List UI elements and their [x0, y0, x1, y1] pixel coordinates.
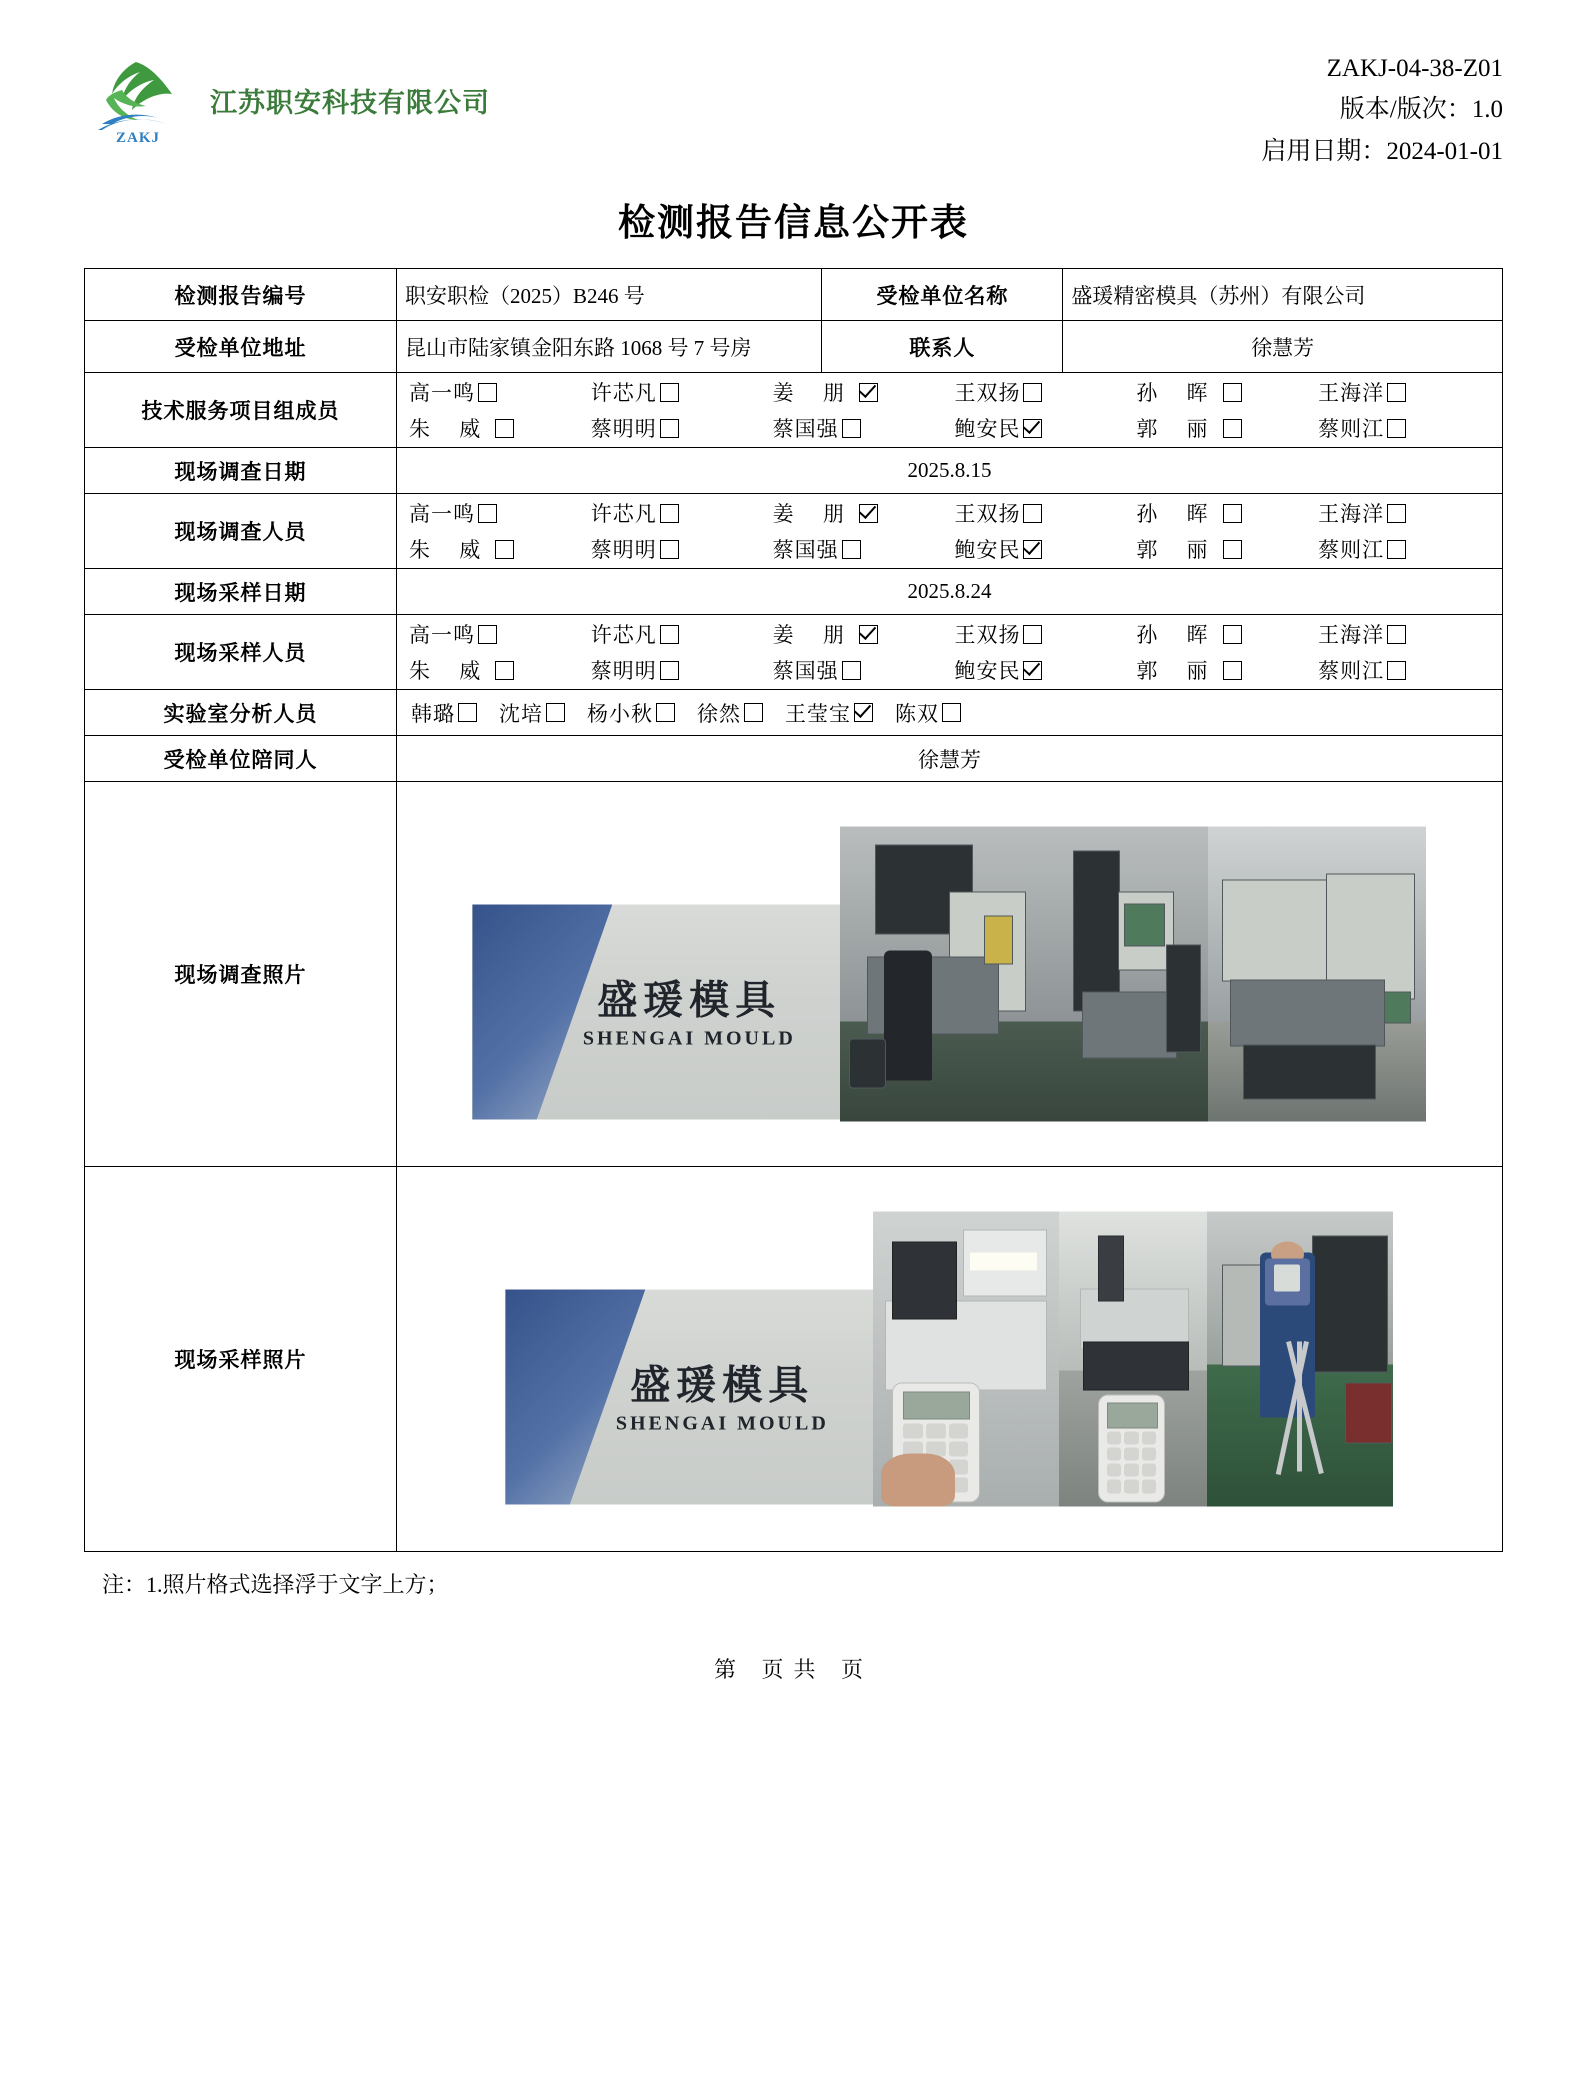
signboard-text	[583, 978, 796, 1051]
people-checkbox-row-lab	[397, 698, 1502, 728]
handheld-meter-icon-2	[1098, 1394, 1165, 1502]
person-name: 杨小秋	[586, 701, 653, 726]
checkbox-icon[interactable]	[1387, 419, 1406, 438]
checkbox-icon[interactable]	[1023, 383, 1042, 402]
header-left	[84, 36, 490, 146]
person-name: 蔡明明	[590, 538, 657, 562]
person-checkbox-item[interactable]	[773, 619, 955, 649]
person-checkbox-item[interactable]	[587, 698, 675, 728]
person-checkbox-item[interactable]	[409, 534, 591, 564]
escort-value: 徐慧芳	[396, 736, 1502, 782]
person-name: 高一鸣	[408, 381, 475, 405]
photo-sampling-cmm	[1059, 1212, 1207, 1507]
person-name: 蔡国强	[772, 538, 839, 562]
person-checkbox-item[interactable]	[1136, 377, 1318, 407]
checkbox-checked-icon[interactable]	[1023, 540, 1042, 559]
survey-date-label: 现场调查日期	[85, 448, 397, 494]
checkbox-checked-icon[interactable]	[859, 625, 878, 644]
person-checkbox-item[interactable]	[1318, 377, 1500, 407]
person-name: 王莹宝	[784, 701, 851, 726]
checkbox-icon[interactable]	[1223, 625, 1242, 644]
person-checkbox-item[interactable]	[1136, 655, 1318, 685]
signboard-en-2: SHENGAI MOULD	[615, 1412, 829, 1435]
person-checkbox-item[interactable]	[785, 698, 873, 728]
checkbox-icon[interactable]	[660, 540, 679, 559]
address-value: 昆山市陆家镇金阳东路 1068 号 7 号房	[396, 321, 821, 373]
signboard-cn-2: 盛瑗模具	[630, 1362, 815, 1408]
person-name: 姜 朋	[772, 502, 856, 526]
person-checkbox-item[interactable]	[954, 619, 1136, 649]
person-checkbox-item[interactable]	[1136, 413, 1318, 443]
lab-label: 实验室分析人员	[85, 690, 397, 736]
person-name: 王海洋	[1318, 381, 1385, 405]
photo-company-signboard	[472, 905, 840, 1120]
contact-label: 联系人	[822, 321, 1063, 373]
person-checkbox-item[interactable]	[411, 698, 477, 728]
report-no-label: 检测报告编号	[85, 269, 397, 321]
sampling-people-label: 现场采样人员	[85, 615, 397, 690]
checkbox-checked-icon[interactable]	[1023, 661, 1042, 680]
person-name: 姜 朋	[772, 623, 856, 647]
checkbox-icon[interactable]	[660, 419, 679, 438]
checkbox-icon[interactable]	[495, 661, 514, 680]
person-name: 蔡国强	[772, 659, 839, 683]
sampling-photo-strip	[505, 1212, 1393, 1507]
table-row-sampling-photos	[85, 1167, 1503, 1552]
person-name: 鲍安民	[954, 417, 1021, 441]
person-checkbox-item[interactable]	[1136, 534, 1318, 564]
checkbox-icon[interactable]	[1387, 383, 1406, 402]
checkbox-icon[interactable]	[1223, 504, 1242, 523]
checkbox-icon[interactable]	[458, 703, 477, 722]
person-name: 蔡则江	[1318, 417, 1385, 441]
person-name: 郭 丽	[1136, 417, 1220, 441]
photo-workshop-edm	[1058, 827, 1208, 1122]
person-name: 陈双	[894, 701, 939, 726]
photo-workshop-grinder	[1208, 827, 1426, 1122]
checkbox-icon[interactable]	[1387, 661, 1406, 680]
effective-date: 启用日期：2024-01-01	[1261, 137, 1503, 165]
person-checkbox-item[interactable]	[499, 698, 565, 728]
person-name: 王海洋	[1318, 502, 1385, 526]
person-name: 郭 丽	[1136, 659, 1220, 683]
person-name: 鲍安民	[954, 538, 1021, 562]
sampling-date-label: 现场采样日期	[85, 569, 397, 615]
person-name: 蔡则江	[1318, 659, 1385, 683]
person-name: 孙 晖	[1136, 623, 1220, 647]
person-checkbox-item[interactable]	[591, 413, 773, 443]
table-row	[85, 373, 1503, 448]
checkbox-icon[interactable]	[1387, 504, 1406, 523]
checkbox-icon[interactable]	[1387, 540, 1406, 559]
checkbox-checked-icon[interactable]	[854, 703, 873, 722]
person-checkbox-item[interactable]	[591, 619, 773, 649]
survey-photo-label: 现场调查照片	[85, 782, 397, 1167]
checkbox-checked-icon[interactable]	[859, 504, 878, 523]
person-checkbox-item[interactable]	[773, 498, 955, 528]
person-checkbox-item[interactable]	[409, 377, 591, 407]
document-version: 版本/版次：1.0	[1339, 96, 1503, 124]
person-name: 孙 晖	[1136, 502, 1220, 526]
person-checkbox-item[interactable]	[1318, 655, 1500, 685]
person-name: 朱 威	[408, 538, 493, 562]
person-checkbox-item[interactable]	[773, 377, 955, 407]
survey-photo-cell	[396, 782, 1502, 1167]
person-name: 王双扬	[954, 623, 1021, 647]
photo-sampling-tripod	[1207, 1212, 1393, 1507]
person-name: 朱 威	[408, 417, 493, 441]
person-name: 徐然	[696, 701, 741, 726]
person-checkbox-item[interactable]	[1136, 498, 1318, 528]
client-name-value: 盛瑗精密模具（苏州）有限公司	[1063, 269, 1503, 321]
person-checkbox-item[interactable]	[954, 377, 1136, 407]
person-name: 蔡国强	[772, 417, 839, 441]
person-name: 蔡明明	[590, 417, 657, 441]
person-name: 高一鸣	[408, 502, 475, 526]
sampling-photo-cell	[396, 1167, 1502, 1552]
checkbox-icon[interactable]	[1387, 625, 1406, 644]
table-row	[85, 321, 1503, 373]
table-row	[85, 569, 1503, 615]
svg-text:ZAKJ: ZAKJ	[115, 130, 161, 146]
photo-workshop-milling	[840, 827, 1058, 1122]
person-name: 王双扬	[954, 502, 1021, 526]
checkbox-icon[interactable]	[842, 419, 861, 438]
person-name: 王双扬	[954, 381, 1021, 405]
checkbox-icon[interactable]	[942, 703, 961, 722]
sampling-photo-label: 现场采样照片	[85, 1167, 397, 1552]
person-checkbox-item[interactable]	[409, 498, 591, 528]
company-name: 江苏职安科技有限公司	[210, 87, 490, 118]
person-checkbox-item[interactable]	[1136, 619, 1318, 649]
photo-sampling-meter-lab	[873, 1212, 1059, 1507]
page-number: 第 页共 页	[713, 1657, 873, 1682]
person-checkbox-item[interactable]	[697, 698, 763, 728]
checkbox-icon[interactable]	[842, 540, 861, 559]
person-name: 蔡明明	[590, 659, 657, 683]
checkbox-icon[interactable]	[744, 703, 763, 722]
person-checkbox-item[interactable]	[954, 534, 1136, 564]
signboard-en: SHENGAI MOULD	[582, 1027, 796, 1050]
person-checkbox-item[interactable]	[954, 498, 1136, 528]
person-name: 沈培	[498, 701, 543, 726]
people-checkbox-grid-survey	[397, 494, 1502, 568]
footer-note: 注：1.照片格式选择浮于文字上方；	[102, 1572, 449, 1597]
sampling-date-value: 2025.8.24	[396, 569, 1502, 615]
table-row	[85, 494, 1503, 569]
checkbox-icon[interactable]	[660, 661, 679, 680]
survey-date-value: 2025.8.15	[396, 448, 1502, 494]
checkbox-icon[interactable]	[495, 540, 514, 559]
checkbox-icon[interactable]	[546, 703, 565, 722]
signboard-cn: 盛瑗模具	[597, 977, 782, 1023]
escort-label: 受检单位陪同人	[85, 736, 397, 782]
survey-people-cell	[396, 494, 1502, 569]
person-checkbox-item[interactable]	[409, 619, 591, 649]
person-name: 许芯凡	[590, 623, 657, 647]
checkbox-icon[interactable]	[660, 383, 679, 402]
checkbox-icon[interactable]	[478, 383, 497, 402]
table-row-survey-photos	[85, 782, 1503, 1167]
person-checkbox-item[interactable]	[895, 698, 961, 728]
person-name: 蔡则江	[1318, 538, 1385, 562]
checkbox-icon[interactable]	[660, 625, 679, 644]
person-checkbox-item[interactable]	[954, 655, 1136, 685]
checkbox-icon[interactable]	[1023, 504, 1042, 523]
person-name: 许芯凡	[590, 502, 657, 526]
checkbox-checked-icon[interactable]	[1023, 419, 1042, 438]
checkbox-icon[interactable]	[495, 419, 514, 438]
client-name-label: 受检单位名称	[822, 269, 1063, 321]
person-checkbox-item[interactable]	[409, 655, 591, 685]
checkbox-icon[interactable]	[478, 504, 497, 523]
survey-people-label: 现场调查人员	[85, 494, 397, 569]
checkbox-icon[interactable]	[1223, 419, 1242, 438]
header-right	[1261, 36, 1503, 172]
person-checkbox-item[interactable]	[1318, 534, 1500, 564]
checkbox-icon[interactable]	[478, 625, 497, 644]
person-checkbox-item[interactable]	[773, 655, 955, 685]
contact-value: 徐慧芳	[1063, 321, 1503, 373]
checkbox-icon[interactable]	[1223, 540, 1242, 559]
person-checkbox-item[interactable]	[1318, 413, 1500, 443]
person-checkbox-item[interactable]	[773, 413, 955, 443]
address-label: 受检单位地址	[85, 321, 397, 373]
person-name: 鲍安民	[954, 659, 1021, 683]
team-people-cell	[396, 373, 1502, 448]
person-checkbox-item[interactable]	[409, 413, 591, 443]
table-row	[85, 736, 1503, 782]
person-name: 韩璐	[410, 701, 455, 726]
person-name: 孙 晖	[1136, 381, 1220, 405]
person-name: 许芯凡	[590, 381, 657, 405]
checkbox-icon[interactable]	[1223, 661, 1242, 680]
person-checkbox-item[interactable]	[591, 655, 773, 685]
company-logo-icon	[84, 54, 192, 146]
person-checkbox-item[interactable]	[773, 534, 955, 564]
person-checkbox-item[interactable]	[1318, 498, 1500, 528]
person-name: 郭 丽	[1136, 538, 1220, 562]
person-name: 朱 威	[408, 659, 493, 683]
table-row	[85, 615, 1503, 690]
checkbox-icon[interactable]	[842, 661, 861, 680]
person-name: 高一鸣	[408, 623, 475, 647]
signboard-text-2	[616, 1363, 829, 1436]
checkbox-icon[interactable]	[1023, 625, 1042, 644]
checkbox-checked-icon[interactable]	[859, 383, 878, 402]
person-checkbox-item[interactable]	[591, 377, 773, 407]
checkbox-icon[interactable]	[1223, 383, 1242, 402]
person-checkbox-item[interactable]	[591, 498, 773, 528]
person-checkbox-item[interactable]	[1318, 619, 1500, 649]
person-name: 王海洋	[1318, 623, 1385, 647]
person-name: 姜 朋	[772, 381, 856, 405]
photo-company-signboard-2	[505, 1290, 873, 1505]
page-title: 检测报告信息公开表	[618, 203, 969, 244]
person-checkbox-item[interactable]	[954, 413, 1136, 443]
checkbox-icon[interactable]	[660, 504, 679, 523]
report-no-value: 职安职检（2025）B246 号	[396, 269, 821, 321]
people-checkbox-grid-team	[397, 373, 1502, 447]
sampling-people-cell	[396, 615, 1502, 690]
survey-photo-strip	[472, 827, 1426, 1122]
people-checkbox-grid-sampling	[397, 615, 1502, 689]
checkbox-icon[interactable]	[656, 703, 675, 722]
table-row	[85, 690, 1503, 736]
team-label: 技术服务项目组成员	[85, 373, 397, 448]
person-checkbox-item[interactable]	[591, 534, 773, 564]
table-row	[85, 269, 1503, 321]
info-table	[84, 268, 1503, 1552]
document-header	[84, 36, 1503, 166]
document-number: ZAKJ-04-38-Z01	[1326, 55, 1503, 82]
table-row	[85, 448, 1503, 494]
lab-people-cell	[396, 690, 1502, 736]
